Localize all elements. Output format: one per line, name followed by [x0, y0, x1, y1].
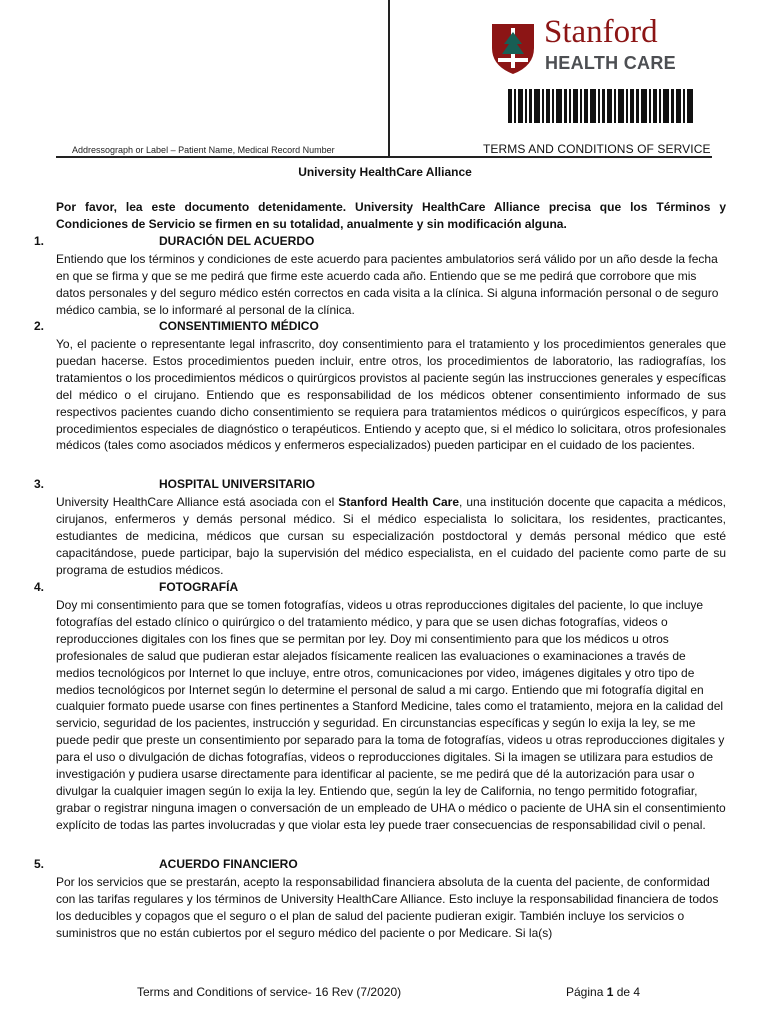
footer-revision: Terms and Conditions of service- 16 Rev (7/2020): [137, 985, 402, 999]
stanford-health-care-logo: [488, 14, 688, 78]
section-heading: HOSPITAL UNIVERSITARIO: [159, 477, 316, 491]
barcode: [508, 89, 693, 123]
logo-brand-text: Stanford: [544, 14, 658, 50]
intro-paragraph: Por favor, lea este documento detenidamente. University HealthCare Alliance precisa que los Términos y Condiciones de Servicio se firmen en su totalidad, anualmente y sin modificación alguna.: [56, 200, 726, 231]
section-body-text: , una institución docente que capacita a médicos, cirujanos, enfermeros y demás personal médico. Si el médico especialista lo solicitara, los residentes, practicantes, estudiantes de medicina, médicos que cursan su especialización postdoctoral y demás personal médico que esté capacitándose, puede participar, bajo la supervisión del médico especialista, en el cuidado del paciente como parte de su programa de estudios médicos.: [56, 495, 727, 577]
section-heading: ACUERDO FINANCIERO: [159, 857, 298, 871]
section-number: 1.: [34, 234, 45, 248]
section-body: Doy mi consentimiento para que se tomen fotografías, videos u otras reproducciones digitales del paciente, lo que incluye fotografías del estado clínico o quirúrgico o del tratamiento médico, y para que se usen dichas fotografías, videos o reproducciones digitales con los fines que se permitan por ley. Doy mi consentimiento para que los médicos u otros profesionales de salud que pudieran estar alejados físicamente realicen las evaluaciones o examinaciones a través de medios tecnológicos por Internet lo que incluye, entre otros, comunicaciones por video, imágenes digitales y otro tipo de medios tecnológicos por Internet según lo determine el personal de salud a mi cargo. Entiendo que mi fotografía digital en cualquier formato puede usarse con fines pertinentes a Stanford Medicine, tales como el tratamiento, mejora en la calidad del servicio, seguridad de los pacientes, instrucción y seguridad. En circunstancias específicas y según lo exija la ley, se me puede pedir que preste un consentimiento por separado para la toma de fotografías, videos u otras reproducciones digitales y para el uso o divulgación de dichas fotografías, videos o reproducciones digitales. Si la imagen se utilizara para estudios de investigación y pudiera usarse directamente para identificar al paciente, se me pedirá que dé la autorización para usar o divulgar la cualquier imagen según lo exija la ley. Entiendo que, según la ley de California, no tengo permitido fotografiar, grabar o registrar ninguna imagen o conversación de un empleado de UHA o médico o paciente de UHA sin el consentimiento explícito de todas las partes involucradas y que violar esta ley puede traer consecuencias de responsabilidad civil o penal.: [56, 598, 726, 832]
stanford-shield-icon: [488, 20, 538, 76]
section-body: Entiendo que los términos y condiciones de este acuerdo para pacientes ambulatorios será válido por un año desde la fecha en que se firma y que se me pedirá que firme este acuerdo cada año. Entiendo que se me pedirá que corrobore que mis datos personales y del seguro médico estén correctos en cada visita a la clínica. Si alguna información personal o de seguro médico cambia, se lo informaré al personal de la clínica.: [56, 252, 719, 317]
document-heading: TERMS AND CONDITIONS OF SERVICE: [483, 142, 711, 156]
header-divider-vertical: [388, 0, 390, 158]
header-divider-horizontal: [56, 156, 712, 158]
section-number: 5.: [34, 857, 45, 871]
addressograph-label: Addressograph or Label – Patient Name, Medical Record Number: [72, 145, 335, 155]
section-heading: DURACIÓN DEL ACUERDO: [159, 234, 315, 248]
stanford-health-care-name: Stanford Health Care: [338, 495, 460, 509]
section-number: 3.: [34, 477, 45, 491]
section-number: 4.: [34, 580, 45, 594]
document-title: University HealthCare Alliance: [298, 165, 472, 179]
section-body: Por los servicios que se prestarán, acepto la responsabilidad financiera absoluta de la cuenta del paciente, de conformidad con las tarifas regulares y los términos de University HealthCare Alliance. Esto incluye la responsabilidad financiera de todos los deducibles y copagos que el seguro o el plan de salud del paciente pudieran exigir. También incluye los servicios o suministros que no están cubiertos por el seguro médico del paciente o por Medicare. Si la(s): [56, 875, 719, 940]
logo-sub-text: HEALTH CARE: [545, 53, 676, 73]
section-body: [56, 494, 726, 579]
page-mid: de: [613, 985, 634, 999]
section-body: Yo, el paciente o representante legal infrascrito, doy consentimiento para el tratamiento y los procedimientos generales que puedan hacerse. Estos procedimientos pueden incluir, entre otros, los procedimientos de laboratorio, las radiografías, los tratamientos o los procedimientos médicos o quirúrgicos provistos al paciente según las instrucciones generales y específicas del médico o el cirujano. Entiendo que es responsabilidad de los médicos obtener consentimiento informado de sus respectivos pacientes cuando dicho consentimiento se requiera para tratamientos médicos o quirúrgicos específicos, y para procedimientos especiales de diagnóstico o terapéuticos. Entiendo y acepto que, si el médico lo solicitara, otros profesionales médicos (tales como asociados médicos y enfermeros especializados) pueden participar en el cuidado de los pacientes.: [56, 337, 726, 453]
page-total: 4: [633, 985, 641, 999]
page-current: 1: [606, 985, 614, 999]
page-prefix: Página: [566, 985, 607, 999]
section-number: 2.: [34, 319, 45, 333]
section-heading: CONSENTIMIENTO MÉDICO: [159, 319, 319, 333]
section-body-text: University HealthCare Alliance está asociada con el: [56, 495, 339, 509]
section-heading: FOTOGRAFÍA: [159, 580, 239, 594]
footer-page-number: [566, 985, 640, 999]
